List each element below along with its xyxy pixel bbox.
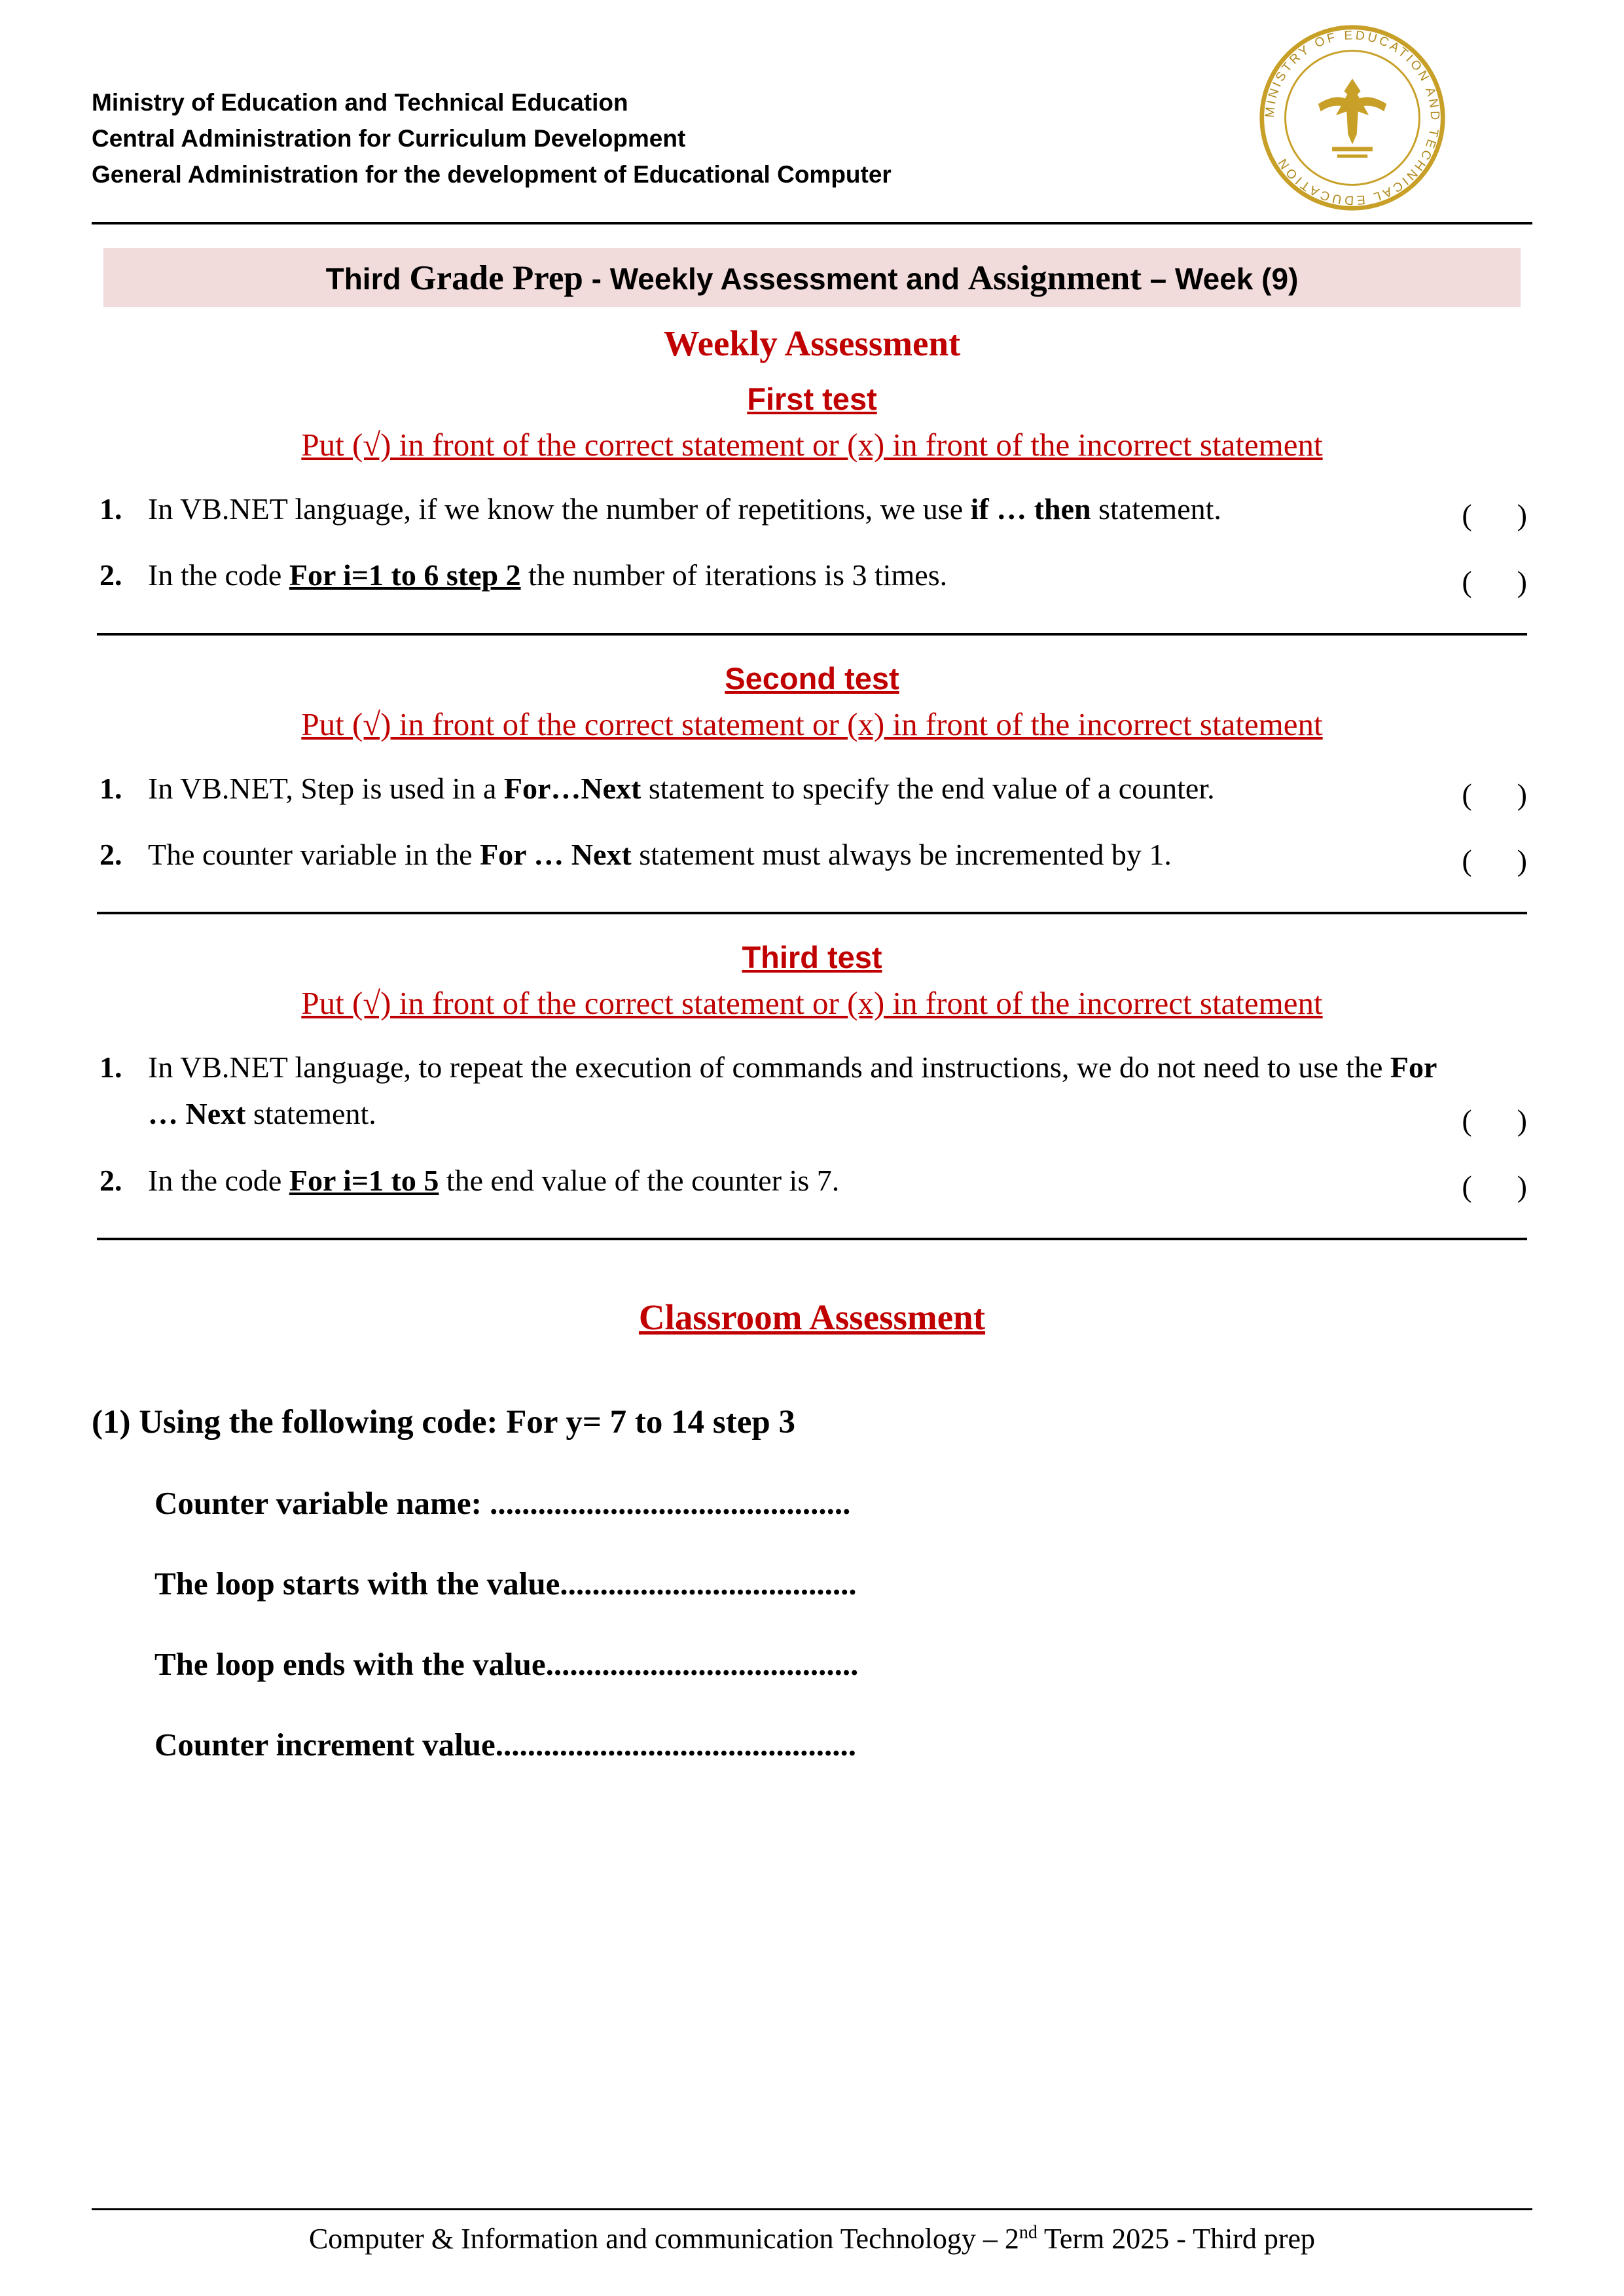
question-text: [148, 831, 1453, 878]
question-text-part: In the code: [148, 558, 289, 592]
title-banner: [103, 248, 1521, 307]
ministry-seal-icon: [1257, 23, 1447, 213]
second-test-question-1: [99, 765, 1527, 812]
ministry-seal-logo: [1257, 23, 1447, 213]
ministry-line-3: General Administration for the development of Educational Computer: [92, 160, 892, 188]
question-text-part: statement.: [245, 1097, 376, 1131]
question-text: [148, 1157, 1453, 1204]
question-text-part: statement.: [1091, 492, 1221, 526]
banner-seg-1: Third: [325, 262, 410, 296]
banner-seg-5: Assignment: [967, 259, 1142, 297]
question-code: For i=1 to 5: [289, 1163, 439, 1197]
question-number: 1.: [99, 492, 122, 526]
question-code: For i=1 to 6 step 2: [289, 558, 521, 592]
answer-blank: ( ): [1462, 564, 1527, 598]
banner-seg-2: Grade Prep: [409, 259, 583, 297]
third-test-section: [92, 939, 1532, 1204]
answer-blank: ( ): [1462, 1103, 1527, 1137]
question-keyword: For … Next: [148, 1050, 1437, 1131]
question-text: [148, 765, 1453, 812]
first-test-instruction: Put (√) in front of the correct statement or (x) in front of the incorrect statement: [301, 427, 1323, 463]
footer-text-post: Term 2025 - Third prep: [1037, 2223, 1316, 2255]
third-test-instruction: Put (√) in front of the correct statement or (x) in front of the incorrect statement: [301, 985, 1323, 1022]
section-divider: [97, 912, 1527, 914]
classroom-code-prompt: (1) Using the following code: For y= 7 to 14 step 3: [92, 1404, 795, 1441]
fill-line-counter-name: Counter variable name: .............................................: [154, 1485, 851, 1522]
question-number: 2.: [99, 558, 122, 592]
document-header: [92, 28, 1532, 213]
third-test-title: Third test: [742, 940, 882, 975]
question-text: [148, 552, 1453, 598]
question-text-part: statement to specify the end value of a counter.: [641, 771, 1215, 805]
question-text-part: In VB.NET language, to repeat the execution of commands and instructions, we do not need to use the: [148, 1050, 1390, 1085]
ministry-header-lines: [92, 85, 892, 192]
question-number: 1.: [99, 771, 122, 805]
first-test-question-2: [99, 552, 1527, 598]
weekly-assessment-title: Weekly Assessment: [663, 323, 961, 363]
footer-text-pre: Computer & Information and communication Technology – 2: [308, 2223, 1019, 2255]
question-text-part: statement must always be incremented by 1.: [631, 837, 1172, 871]
second-test-title: Second test: [725, 660, 899, 696]
fill-line-loop-end: The loop ends with the value.......................................: [154, 1646, 859, 1683]
question-number: 2.: [99, 1163, 122, 1197]
question-keyword: For…Next: [503, 771, 641, 805]
answer-blank: ( ): [1462, 844, 1527, 878]
question-text-part: The counter variable in the: [148, 837, 480, 871]
answer-blank: ( ): [1462, 1170, 1527, 1204]
question-text-part: the number of iterations is 3 times.: [520, 558, 948, 592]
classroom-assessment-title: Classroom Assessment: [638, 1297, 986, 1338]
classroom-assessment-section: [92, 1297, 1532, 1763]
third-test-question-2: [99, 1157, 1527, 1204]
banner-seg-4: Weekly Assessment and: [609, 262, 968, 296]
footer-divider: [92, 2208, 1532, 2210]
banner-seg-3: -: [583, 262, 610, 296]
second-test-section: [92, 660, 1532, 878]
second-test-instruction: Put (√) in front of the correct statement or (x) in front of the incorrect statement: [301, 706, 1323, 742]
footer-superscript: nd: [1019, 2222, 1038, 2243]
question-text-part: In VB.NET, Step is used in a: [148, 771, 504, 805]
question-text-part: In the code: [148, 1163, 289, 1197]
question-number: 1.: [99, 1050, 122, 1085]
banner-seg-6: – Week (9): [1141, 262, 1299, 296]
question-keyword: For … Next: [480, 837, 632, 871]
answer-blank: ( ): [1462, 498, 1527, 532]
page-footer: [92, 2208, 1532, 2255]
question-number: 2.: [99, 837, 122, 871]
third-test-question-1: [99, 1044, 1527, 1138]
question-text: [148, 1044, 1453, 1138]
first-test-section: [92, 381, 1532, 599]
fill-line-increment: Counter increment value.............................................: [154, 1727, 857, 1763]
fill-line-loop-start: The loop starts with the value.....................................: [154, 1566, 857, 1602]
footer-text: [92, 2222, 1532, 2255]
ministry-line-1: Ministry of Education and Technical Education: [92, 89, 628, 116]
question-text-part: In VB.NET language, if we know the number of repetitions, we use: [148, 492, 971, 526]
question-text: [148, 486, 1453, 532]
second-test-question-2: [99, 831, 1527, 878]
section-divider: [97, 1238, 1527, 1240]
question-keyword: if … then: [970, 492, 1091, 526]
first-test-question-1: [99, 486, 1527, 532]
question-text-part: the end value of the counter is 7.: [439, 1163, 840, 1197]
header-divider: [92, 222, 1532, 224]
ministry-line-2: Central Administration for Curriculum Development: [92, 124, 686, 152]
logo-arc-text: MINISTRY OF EDUCATION AND TECHNICAL EDUCATION: [1263, 28, 1441, 207]
first-test-title: First test: [747, 382, 877, 416]
answer-blank: ( ): [1462, 777, 1527, 811]
section-divider: [97, 633, 1527, 636]
